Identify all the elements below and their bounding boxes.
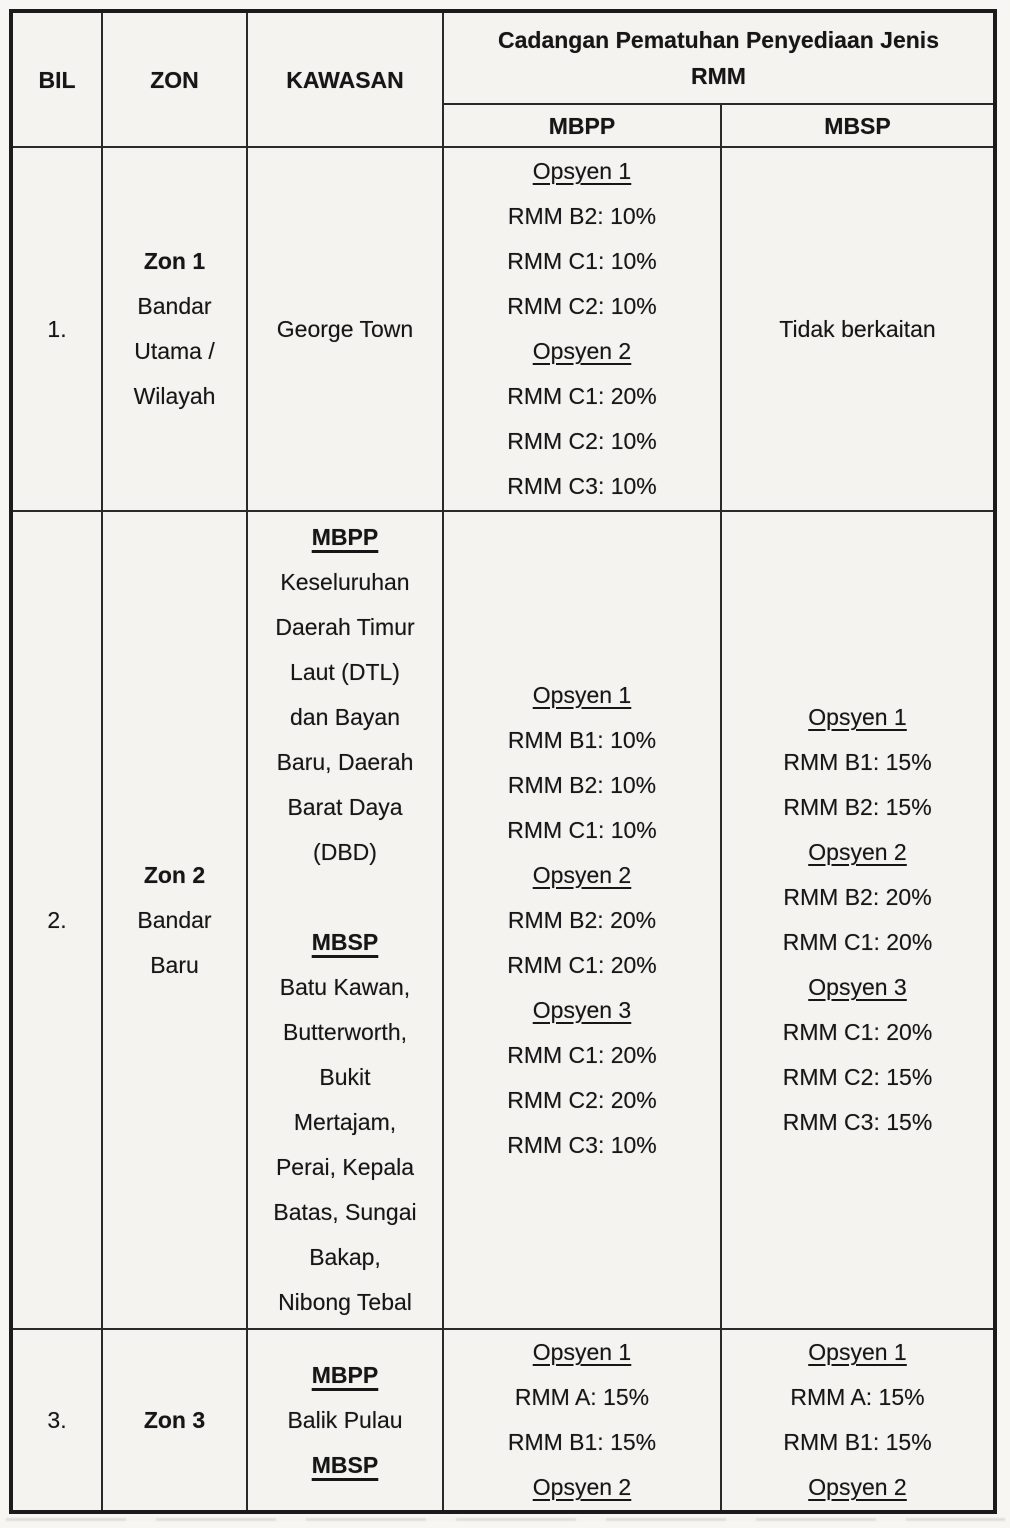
header-cell-rmm-group xyxy=(443,11,995,104)
rmm-line: RMM C3: 10% xyxy=(507,473,657,499)
rmm-line: RMM C2: 10% xyxy=(507,428,657,454)
opsyen-heading: Opsyen 1 xyxy=(532,681,632,708)
opsyen-heading: Opsyen 1 xyxy=(532,158,632,184)
row1-zon-line: Bandar xyxy=(137,293,212,319)
kawasan-line: Keseluruhan xyxy=(280,569,410,595)
row1-bil-cell xyxy=(11,147,102,511)
kawasan-line: Batu Kawan, xyxy=(279,974,411,1000)
kawasan-line: Bakap, xyxy=(309,1244,381,1270)
header-cell-mbsp xyxy=(721,104,995,147)
opsyen-heading: Opsyen 2 xyxy=(808,839,907,865)
rmm-line: RMM C2: 15% xyxy=(782,1064,933,1090)
kawasan-mbpp-heading: MBPP xyxy=(311,524,379,550)
rmm-line: RMM B1: 15% xyxy=(507,1429,657,1455)
scan-artifact-line xyxy=(6,1518,1005,1521)
rmm-line: RMM B1: 10% xyxy=(507,726,657,753)
row1-mbpp-cell xyxy=(443,147,721,511)
header-label-mbsp: MBSP xyxy=(824,112,891,139)
kawasan-mbpp-heading: MBPP xyxy=(311,1361,379,1388)
kawasan-line: Barat Daya xyxy=(287,794,403,820)
rmm-line: RMM B2: 10% xyxy=(507,203,657,229)
header-label-zon: ZON xyxy=(150,66,199,93)
row2-zon-line: Baru xyxy=(150,951,199,978)
header-label-bil: BIL xyxy=(38,66,76,93)
rmm-line: RMM B2: 15% xyxy=(783,794,932,820)
opsyen-heading: Opsyen 1 xyxy=(808,704,907,730)
opsyen-heading: Opsyen 2 xyxy=(532,338,632,364)
header-label-mbpp: MBPP xyxy=(548,112,616,139)
row1-zon-line: Wilayah xyxy=(133,383,216,409)
row1-mbsp-note: Tidak berkaitan xyxy=(779,315,936,342)
rmm-line: RMM B1: 15% xyxy=(783,749,932,775)
header-cell-kawasan xyxy=(247,11,443,147)
rmm-line: RMM B1: 15% xyxy=(783,1429,932,1455)
rmm-line: RMM C1: 20% xyxy=(782,929,933,955)
rmm-line: RMM B2: 20% xyxy=(507,906,657,933)
opsyen-heading: Opsyen 2 xyxy=(808,1474,907,1500)
row3-bil: 3. xyxy=(47,1406,67,1433)
table-row-zon3 xyxy=(11,1329,995,1512)
kawasan-line: Balik Pulau xyxy=(287,1406,403,1433)
row3-zon-cell xyxy=(102,1329,247,1512)
rmm-line: RMM C2: 20% xyxy=(507,1086,657,1113)
row2-zon-line: Bandar xyxy=(137,906,212,933)
rmm-line: RMM C1: 20% xyxy=(507,383,657,409)
row1-bil: 1. xyxy=(47,315,67,342)
row1-zon-title: Zon 1 xyxy=(143,248,206,274)
opsyen-heading: Opsyen 3 xyxy=(532,996,632,1023)
rmm-line: RMM A: 15% xyxy=(514,1384,650,1410)
row2-kawasan-cell xyxy=(247,511,443,1329)
row3-mbsp-cell xyxy=(721,1329,995,1512)
rmm-line: RMM C2: 10% xyxy=(507,293,657,319)
header-label-rmm-group-line2: RMM xyxy=(691,63,746,89)
kawasan-line: Nibong Tebal xyxy=(278,1289,412,1315)
row2-zon-cell xyxy=(102,511,247,1329)
opsyen-heading: Opsyen 1 xyxy=(808,1339,907,1365)
rmm-allocation-table xyxy=(9,9,997,1514)
rmm-line: RMM C1: 10% xyxy=(507,248,657,274)
table-row-zon1 xyxy=(11,147,995,511)
opsyen-heading: Opsyen 2 xyxy=(532,861,632,888)
rmm-line: RMM C3: 15% xyxy=(782,1109,933,1135)
row1-kawasan-cell xyxy=(247,147,443,511)
rmm-line: RMM C1: 20% xyxy=(507,1041,657,1068)
rmm-line: RMM C1: 20% xyxy=(782,1019,933,1045)
rmm-line: RMM A: 15% xyxy=(790,1384,925,1410)
kawasan-line: Mertajam, xyxy=(293,1109,397,1135)
kawasan-line: Batas, Sungai xyxy=(273,1199,417,1225)
kawasan-mbsp-heading: MBSP xyxy=(311,929,379,955)
kawasan-mbsp-heading: MBSP xyxy=(311,1451,379,1478)
row2-bil: 2. xyxy=(47,906,67,933)
kawasan-line: dan Bayan xyxy=(290,704,400,730)
opsyen-heading: Opsyen 1 xyxy=(532,1339,632,1365)
kawasan-line: Perai, Kepala xyxy=(275,1154,415,1180)
row2-zon-title: Zon 2 xyxy=(143,861,206,888)
kawasan-line: Butterworth, xyxy=(283,1019,407,1045)
header-cell-bil xyxy=(11,11,102,147)
opsyen-heading: Opsyen 3 xyxy=(808,974,907,1000)
row3-zon-title: Zon 3 xyxy=(143,1406,206,1433)
kawasan-line: Baru, Daerah xyxy=(276,749,414,775)
row3-kawasan-cell xyxy=(247,1329,443,1512)
table-row-zon2 xyxy=(11,511,995,1329)
row1-kawasan: George Town xyxy=(276,315,414,342)
row2-bil-cell xyxy=(11,511,102,1329)
header-label-kawasan: KAWASAN xyxy=(286,66,404,93)
rmm-line: RMM B2: 20% xyxy=(783,884,932,910)
kawasan-line: Bukit xyxy=(319,1064,371,1090)
header-label-rmm-group-line1: Cadangan Pematuhan Penyediaan Jenis xyxy=(498,27,939,53)
kawasan-line: (DBD) xyxy=(313,839,377,865)
row3-mbpp-cell xyxy=(443,1329,721,1512)
row1-zon-cell xyxy=(102,147,247,511)
kawasan-line: Daerah Timur xyxy=(275,614,415,640)
row1-zon-line: Utama / xyxy=(134,338,215,364)
spacer xyxy=(248,875,442,920)
rmm-line: RMM B2: 10% xyxy=(507,771,657,798)
rmm-line: RMM C1: 20% xyxy=(507,951,657,978)
opsyen-heading: Opsyen 2 xyxy=(532,1474,632,1500)
row1-mbsp-cell xyxy=(721,147,995,511)
row2-mbsp-cell xyxy=(721,511,995,1329)
kawasan-line: Laut (DTL) xyxy=(290,659,400,685)
header-cell-zon xyxy=(102,11,247,147)
row3-bil-cell xyxy=(11,1329,102,1512)
rmm-line: RMM C1: 10% xyxy=(507,816,657,843)
rmm-line: RMM C3: 10% xyxy=(507,1131,657,1158)
header-cell-mbpp xyxy=(443,104,721,147)
row2-mbpp-cell xyxy=(443,511,721,1329)
